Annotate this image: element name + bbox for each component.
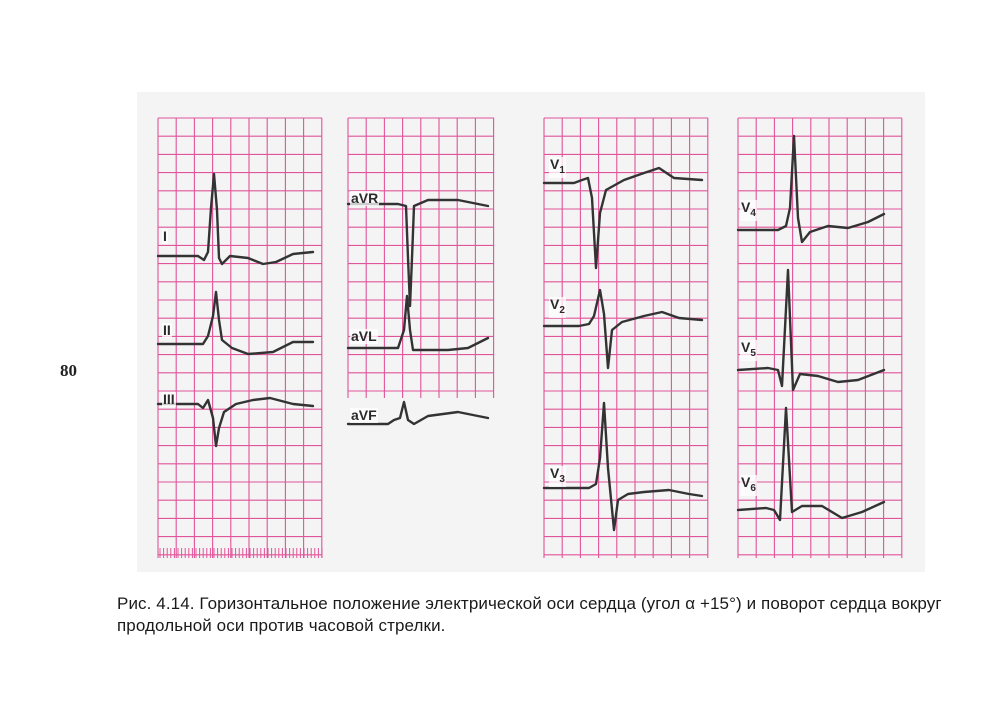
ecg-trace-V1 [544,168,702,268]
lead-label-V3: $V_3$ [550,465,565,485]
lead-label-V5: $V_5$ [741,339,756,359]
lead-label-V2: $V_2$ [550,296,565,316]
ecg-trace-II [158,292,313,354]
ecg-trace-III [158,398,313,446]
grid-lines [158,118,322,558]
ecg-trace-I [158,174,313,264]
lead-label-II: II [163,322,171,338]
ecg-panel-augmented [348,118,494,398]
ecg-trace-V2 [544,290,702,368]
ecg-grid-augmented [348,118,494,398]
lead-label-aVR: aVR [351,190,379,206]
ecg-grid-chest-left [738,118,902,558]
ecg-panel-limb [158,118,322,558]
grid-lines [348,118,494,398]
lead-label-V4: $V_4$ [741,199,756,219]
figure-caption: Рис. 4.14. Горизонтальное положение электрической оси сердца (угол α +15°) и поворот сердца вокруг продольной оси против часовой стрелки. [117,594,942,635]
lead-label-III: III [163,391,175,407]
ecg-grid-limb [158,118,322,558]
page-number: 80 [60,361,77,380]
lead-label-I: I [163,228,167,244]
lead-label-V1: $V_1$ [550,156,565,176]
grid-lines [738,118,902,558]
ecg-panel-chest-right [544,118,708,558]
ecg-grid-chest-right [544,118,708,558]
time-ruler [160,548,322,558]
ecg-trace-aVR [348,200,488,306]
ecg-trace-V3 [544,403,702,530]
lead-label-aVF: aVF [351,407,377,423]
lead-label-V6: $V_6$ [741,474,756,494]
ecg-panel-chest-left [738,118,902,558]
lead-label-aVL: aVL [351,328,377,344]
